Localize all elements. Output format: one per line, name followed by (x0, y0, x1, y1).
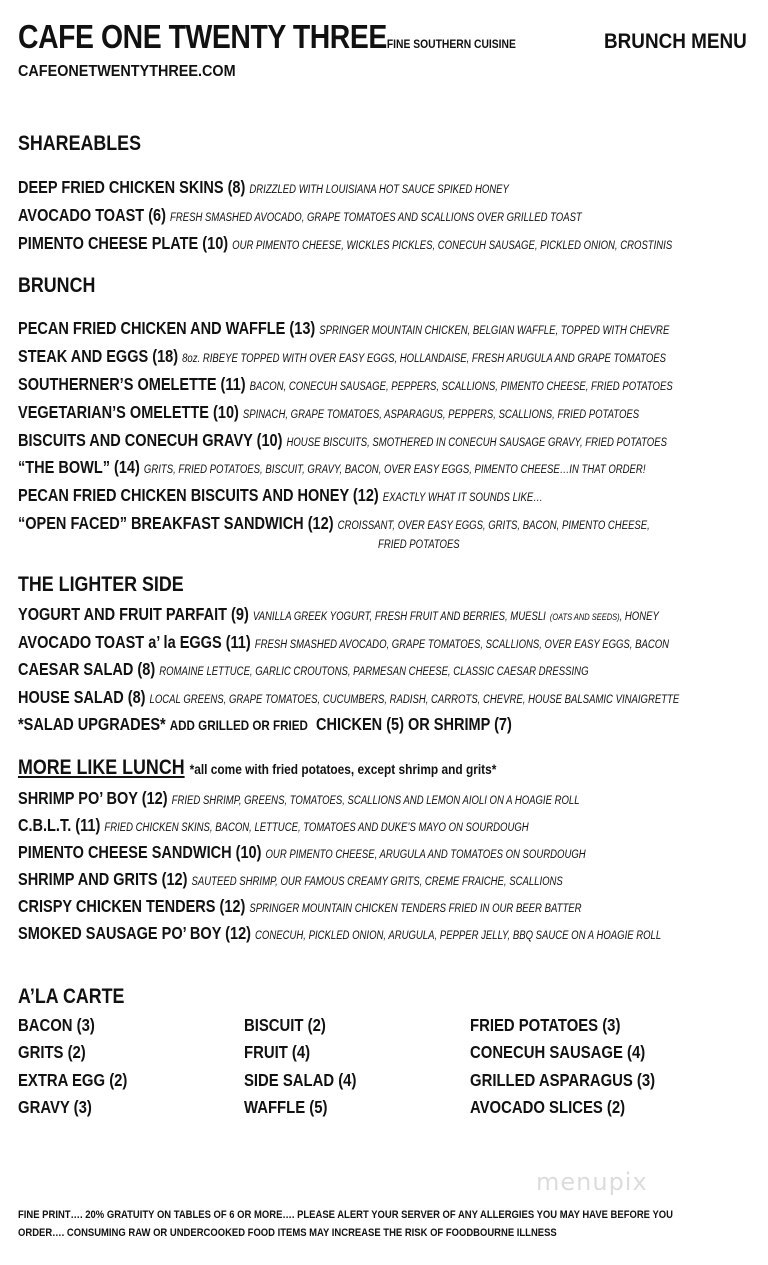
menu-item: HOUSE SALAD (8) LOCAL GREENS, GRAPE TOMATOES, CUCUMBERS, RADISH, CARROTS, CHEVRE, HOUSE BALSAMIC VINAIGRETTE (18, 687, 680, 707)
alacarte-item: CONECUH SAUSAGE (4) (470, 1042, 646, 1062)
section-heading-lighter: THE LIGHTER SIDE (18, 573, 184, 596)
alacarte-item: GRILLED ASPARAGUS (3) (470, 1070, 656, 1090)
alacarte-item: SIDE SALAD (4) (244, 1070, 357, 1090)
menu-item: SOUTHERNER’S OMELETTE (11) BACON, CONECUH SAUSAGE, PEPPERS, SCALLIONS, PIMENTO CHEESE, FRIED POTATOES (18, 374, 673, 394)
alacarte-item: BISCUIT (2) (244, 1015, 326, 1035)
website-link[interactable]: CAFEONETWENTYTHREE.COM (18, 63, 236, 80)
menu-item: STEAK AND EGGS (18) 8oz. RIBEYE TOPPED WITH OVER EASY EGGS, HOLLANDAISE, FRESH ARUGULA AND GRAPE TOMATOES (18, 346, 667, 366)
menu-item: PECAN FRIED CHICKEN BISCUITS AND HONEY (12) EXACTLY WHAT IT SOUNDS LIKE… (18, 485, 543, 505)
alacarte-item: GRITS (2) (18, 1042, 86, 1062)
menu-item: PIMENTO CHEESE PLATE (10) OUR PIMENTO CHEESE, WICKLES PICKLES, CONECUH SAUSAGE, PICKLED ONION, CROSTINIS (18, 233, 673, 253)
fineprint-line: FINE PRINT…. 20% GRATUITY ON TABLES OF 6 OR MORE…. PLEASE ALERT YOUR SERVER OF ANY ALLERGIES YOU MAY HAVE BEFORE YOU (18, 1209, 673, 1221)
alacarte-item: BACON (3) (18, 1015, 95, 1035)
menu-item: VEGETARIAN’S OMELETTE (10) SPINACH, GRAPE TOMATOES, ASPARAGUS, PEPPERS, SCALLIONS, FRIED POTATOES (18, 402, 640, 422)
menu-item: “OPEN FACED” BREAKFAST SANDWICH (12) CROISSANT, OVER EASY EGGS, GRITS, BACON, PIMENTO CHEESE, (18, 513, 650, 533)
restaurant-subtitle: FINE SOUTHERN CUISINE (386, 37, 516, 51)
menu-item: CRISPY CHICKEN TENDERS (12) SPRINGER MOUNTAIN CHICKEN TENDERS FRIED IN OUR BEER BATTER (18, 896, 582, 916)
menu-item: AVOCADO TOAST a’ la EGGS (11) FRESH SMASHED AVOCADO, GRAPE TOMATOES, SCALLIONS, OVER EASY EGGS, BACON (18, 632, 670, 652)
menu-item: BISCUITS AND CONECUH GRAVY (10) HOUSE BISCUITS, SMOTHERED IN CONECUH SAUSAGE GRAVY, FRIED POTATOES (18, 430, 667, 450)
alacarte-item: AVOCADO SLICES (2) (470, 1097, 626, 1117)
menu-item: DEEP FRIED CHICKEN SKINS (8) DRIZZLED WITH LOUISIANA HOT SAUCE SPIKED HONEY (18, 177, 509, 197)
menu-item: CAESAR SALAD (8) ROMAINE LETTUCE, GARLIC CROUTONS, PARMESAN CHEESE, CLASSIC CAESAR DRESSING (18, 659, 589, 679)
menu-item: PECAN FRIED CHICKEN AND WAFFLE (13) SPRINGER MOUNTAIN CHICKEN, BELGIAN WAFFLE, TOPPED WITH CHEVRE (18, 318, 670, 338)
alacarte-item: EXTRA EGG (2) (18, 1070, 128, 1090)
menu-item: AVOCADO TOAST (6) FRESH SMASHED AVOCADO, GRAPE TOMATOES AND SCALLIONS OVER GRILLED TOAST (18, 205, 582, 225)
menu-item: C.B.L.T. (11) FRIED CHICKEN SKINS, BACON, LETTUCE, TOMATOES AND DUKE’S MAYO ON SOURDOUGH (18, 815, 529, 835)
section-heading-brunch: BRUNCH (18, 274, 96, 297)
menu-item: SMOKED SAUSAGE PO’ BOY (12) CONECUH, PICKLED ONION, ARUGULA, PEPPER JELLY, BBQ SAUCE ON A HOAGIE ROLL (18, 923, 662, 943)
menu-item: YOGURT AND FRUIT PARFAIT (9) VANILLA GREEK YOGURT, FRESH FRUIT AND BERRIES, MUESLI (OATS AND SEEDS), HONEY (18, 604, 659, 624)
watermark-logo: menupix (536, 1168, 648, 1196)
salad-upgrades: *SALAD UPGRADES* ADD GRILLED OR FRIED CHICKEN (5) OR SHRIMP (7) (18, 714, 512, 734)
section-heading-alacarte: A’LA CARTE (18, 985, 125, 1008)
menu-item: SHRIMP PO’ BOY (12) FRIED SHRIMP, GREENS, TOMATOES, SCALLIONS AND LEMON AIOLI ON A HOAGIE ROLL (18, 788, 580, 808)
section-heading-lunch: MORE LIKE LUNCH *all come with fried potatoes, except shrimp and grits* (18, 756, 497, 779)
menu-item-desc-cont: FRIED POTATOES (378, 539, 460, 551)
alacarte-item: WAFFLE (5) (244, 1097, 328, 1117)
menu-item: PIMENTO CHEESE SANDWICH (10) OUR PIMENTO CHEESE, ARUGULA AND TOMATOES ON SOURDOUGH (18, 842, 586, 862)
alacarte-item: GRAVY (3) (18, 1097, 92, 1117)
restaurant-name: CAFE ONE TWENTY THREE (18, 18, 387, 55)
section-heading-shareables: SHAREABLES (18, 132, 141, 155)
menu-item: “THE BOWL” (14) GRITS, FRIED POTATOES, BISCUIT, GRAVY, BACON, OVER EASY EGGS, PIMENTO CHEESE…IN THAT ORDER! (18, 457, 646, 477)
menu-item: SHRIMP AND GRITS (12) SAUTEED SHRIMP, OUR FAMOUS CREAMY GRITS, CREME FRAICHE, SCALLIONS (18, 869, 563, 889)
alacarte-item: FRUIT (4) (244, 1042, 311, 1062)
restaurant-title (18, 18, 597, 56)
menu-name: BRUNCH MENU (604, 30, 747, 53)
alacarte-item: FRIED POTATOES (3) (470, 1015, 621, 1035)
fineprint-line: ORDER…. CONSUMING RAW OR UNDERCOOKED FOOD ITEMS MAY INCREASE THE RISK OF FOODBOURNE ILLNESS (18, 1227, 557, 1239)
